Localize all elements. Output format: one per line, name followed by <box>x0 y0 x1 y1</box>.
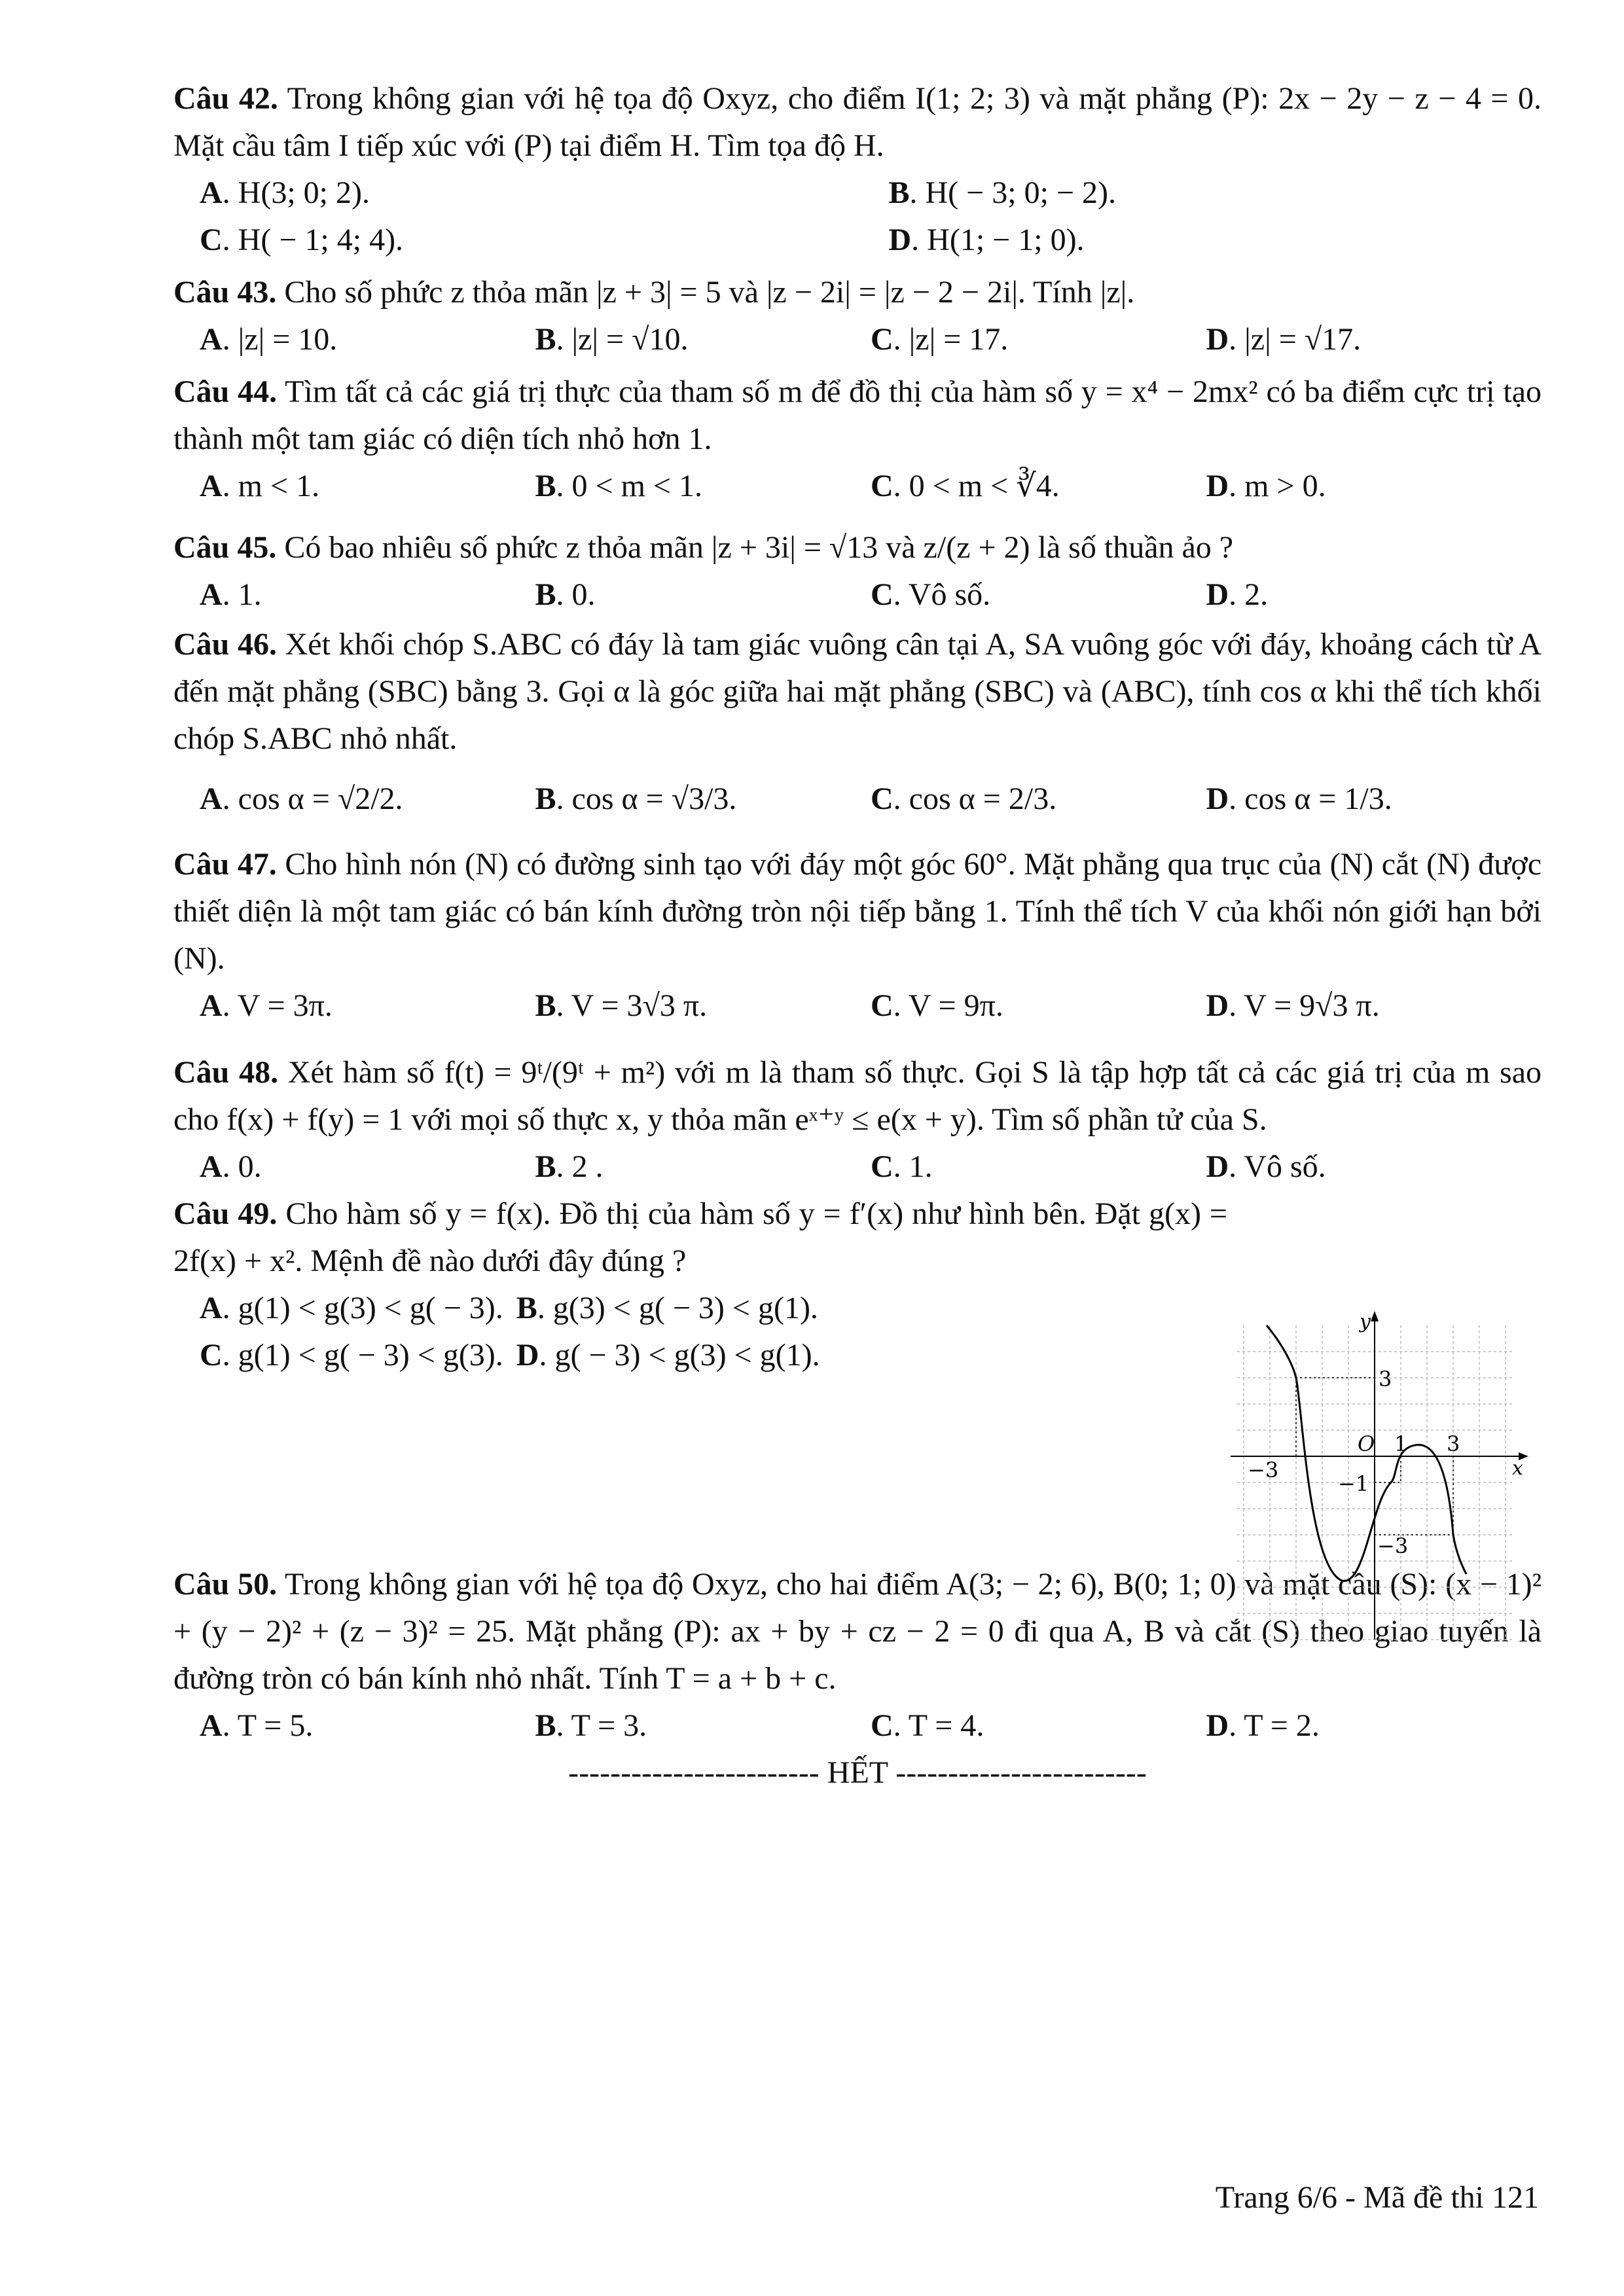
label-origin: O <box>1358 1431 1375 1456</box>
option-b: B. V = 3√3 π. <box>535 988 708 1023</box>
option-b: B. 0 < m < 1. <box>535 469 702 503</box>
option-b: B. T = 3. <box>535 1708 647 1743</box>
question-42 <box>173 75 1542 264</box>
y-axis-arrow <box>1371 1311 1379 1321</box>
end-marker: ------------------------ HẾT ------------------------ <box>568 1755 1147 1790</box>
question-44 <box>173 368 1542 510</box>
label-y-neg1: −1 <box>1338 1471 1369 1496</box>
option-a: A. 1. <box>200 577 262 612</box>
label-y-3: 3 <box>1379 1367 1392 1391</box>
question-stem: Xét khối chóp S.ABC có đáy là tam giác vuông cân tại A, SA vuông góc với đáy, khoảng cách từ A đến mặt phẳng (SBC) bằng 3. Gọi α là góc giữa hai mặt phẳng (SBC) và (ABC), tính cos α khi thể tích khối chóp S.ABC nhỏ nhất. <box>173 627 1542 756</box>
question-stem: Cho hàm số y = f(x). Đồ thị của hàm số y = f′(x) như hình bên. Đặt g(x) = 2f(x) + x². Mệnh đề nào dưới đây đúng ? <box>173 1196 1228 1278</box>
question-45 <box>173 524 1542 619</box>
option-d: D. 2. <box>1206 577 1269 612</box>
question-stem: Trong không gian với hệ tọa độ Oxyz, cho điểm I(1; 2; 3) và mặt phẳng (P): 2x − 2y − z − 4 = 0. Mặt cầu tâm I tiếp xúc với (P) tại điểm H. Tìm tọa độ H. <box>173 81 1542 163</box>
option-c: C. |z| = 17. <box>871 322 1009 357</box>
option-a: A. T = 5. <box>200 1708 314 1743</box>
question-stem: Cho hình nón (N) có đường sinh tạo với đáy một góc 60°. Mặt phẳng qua trục của (N) cắt (N) được thiết diện là một tam giác có bán kính đường tròn nội tiếp bằng 1. Tính thể tích V của khối nón giới hạn bởi (N). <box>173 847 1542 976</box>
question-49 <box>173 1191 1227 1379</box>
label-x: x <box>1512 1457 1523 1480</box>
option-b: B. 0. <box>535 577 596 612</box>
question-stem: Có bao nhiêu số phức z thỏa mãn |z + 3i| = √13 và z/(z + 2) là số thuần ảo ? <box>276 530 1234 565</box>
option-d: D. Vô số. <box>1206 1149 1326 1184</box>
question-label: Câu 46. <box>173 627 277 662</box>
option-d: D. V = 9√3 π. <box>1206 988 1380 1023</box>
label-x-3: 3 <box>1447 1431 1460 1456</box>
option-c: C. 0 < m < ∛4. <box>871 469 1060 503</box>
option-c: C. Vô số. <box>871 577 991 612</box>
option-c: C. 1. <box>871 1149 933 1184</box>
option-c: C. cos α = 2/3. <box>871 781 1057 816</box>
label-y: y <box>1360 1310 1371 1333</box>
question-label: Câu 50. <box>173 1567 278 1602</box>
option-d: D. H(1; − 1; 0). <box>888 223 1085 257</box>
option-b: B. |z| = √10. <box>535 322 689 357</box>
option-c: C. H( − 1; 4; 4). <box>200 223 404 257</box>
option-a: A. V = 3π. <box>200 988 333 1023</box>
question-stem: Tìm tất cả các giá trị thực của tham số m để đồ thị của hàm số y = x⁴ − 2mx² có ba điểm cực trị tạo thành một tam giác có diện tích nhỏ hơn 1. <box>173 374 1542 456</box>
label-x-1: 1 <box>1394 1431 1408 1456</box>
option-d: D. m > 0. <box>1206 469 1326 503</box>
option-b: B. H( − 3; 0; − 2). <box>888 175 1116 210</box>
option-d: D. cos α = 1/3. <box>1206 781 1392 816</box>
question-label: Câu 44. <box>173 374 278 409</box>
question-label: Câu 43. <box>173 275 277 310</box>
option-a: A. H(3; 0; 2). <box>200 175 370 210</box>
option-d: D. |z| = √17. <box>1206 322 1362 357</box>
option-a: A. g(1) < g(3) < g( − 3). <box>200 1291 503 1325</box>
option-c: C. V = 9π. <box>871 988 1003 1023</box>
option-c: C. T = 4. <box>871 1708 984 1743</box>
question-stem: Trong không gian với hệ tọa độ Oxyz, cho hai điểm A(3; − 2; 6), B(0; 1; 0) và mặt cầu (S): (x − 1)² + (y − 2)² + (z − 3)² = 25. Mặt phẳng (P): ax + by + cz − 2 = 0 đi qua A, B và cắt (S) theo giao tuyến là đường tròn có bán kính nhỏ nhất. Tính T = a + b + c. <box>173 1567 1542 1696</box>
question-label: Câu 49. <box>173 1196 278 1231</box>
question-43 <box>173 269 1542 363</box>
page-footer: Trang 6/6 - Mã đề thi 121 <box>1215 2180 1539 2215</box>
label-y-neg3: −3 <box>1377 1534 1409 1558</box>
option-d: D. T = 2. <box>1206 1708 1320 1743</box>
question-label: Câu 48. <box>173 1055 279 1090</box>
option-a: A. 0. <box>200 1149 262 1184</box>
option-a: A. m < 1. <box>200 469 320 503</box>
label-x-neg3: −3 <box>1248 1458 1279 1482</box>
question-48 <box>173 1049 1542 1191</box>
question-46 <box>173 621 1542 823</box>
graph-svg <box>1231 1306 1538 1646</box>
derivative-graph <box>1231 1306 1538 1646</box>
option-b: B. cos α = √3/3. <box>535 781 737 816</box>
question-label: Câu 45. <box>173 530 277 565</box>
question-stem: Cho số phức z thỏa mãn |z + 3| = 5 và |z − 2i| = |z − 2 − 2i|. Tính |z|. <box>276 275 1135 310</box>
option-a: A. cos α = √2/2. <box>200 781 403 816</box>
option-b: B. g(3) < g( − 3) < g(1). <box>516 1291 818 1325</box>
question-47 <box>173 841 1542 1030</box>
question-label: Câu 47. <box>173 847 277 882</box>
question-stem: Xét hàm số f(t) = 9ᵗ/(9ᵗ + m²) với m là tham số thực. Gọi S là tập hợp tất cả các giá trị của m sao cho f(x) + f(y) = 1 với mọi số thực x, y thỏa mãn eˣ⁺ʸ ≤ e(x + y). Tìm số phần tử của S. <box>173 1055 1542 1137</box>
option-a: A. |z| = 10. <box>200 322 338 357</box>
option-b: B. 2 . <box>535 1149 604 1184</box>
question-label: Câu 42. <box>173 81 278 116</box>
option-c: C. g(1) < g( − 3) < g(3). <box>200 1338 503 1372</box>
option-d: D. g( − 3) < g(3) < g(1). <box>516 1338 820 1372</box>
